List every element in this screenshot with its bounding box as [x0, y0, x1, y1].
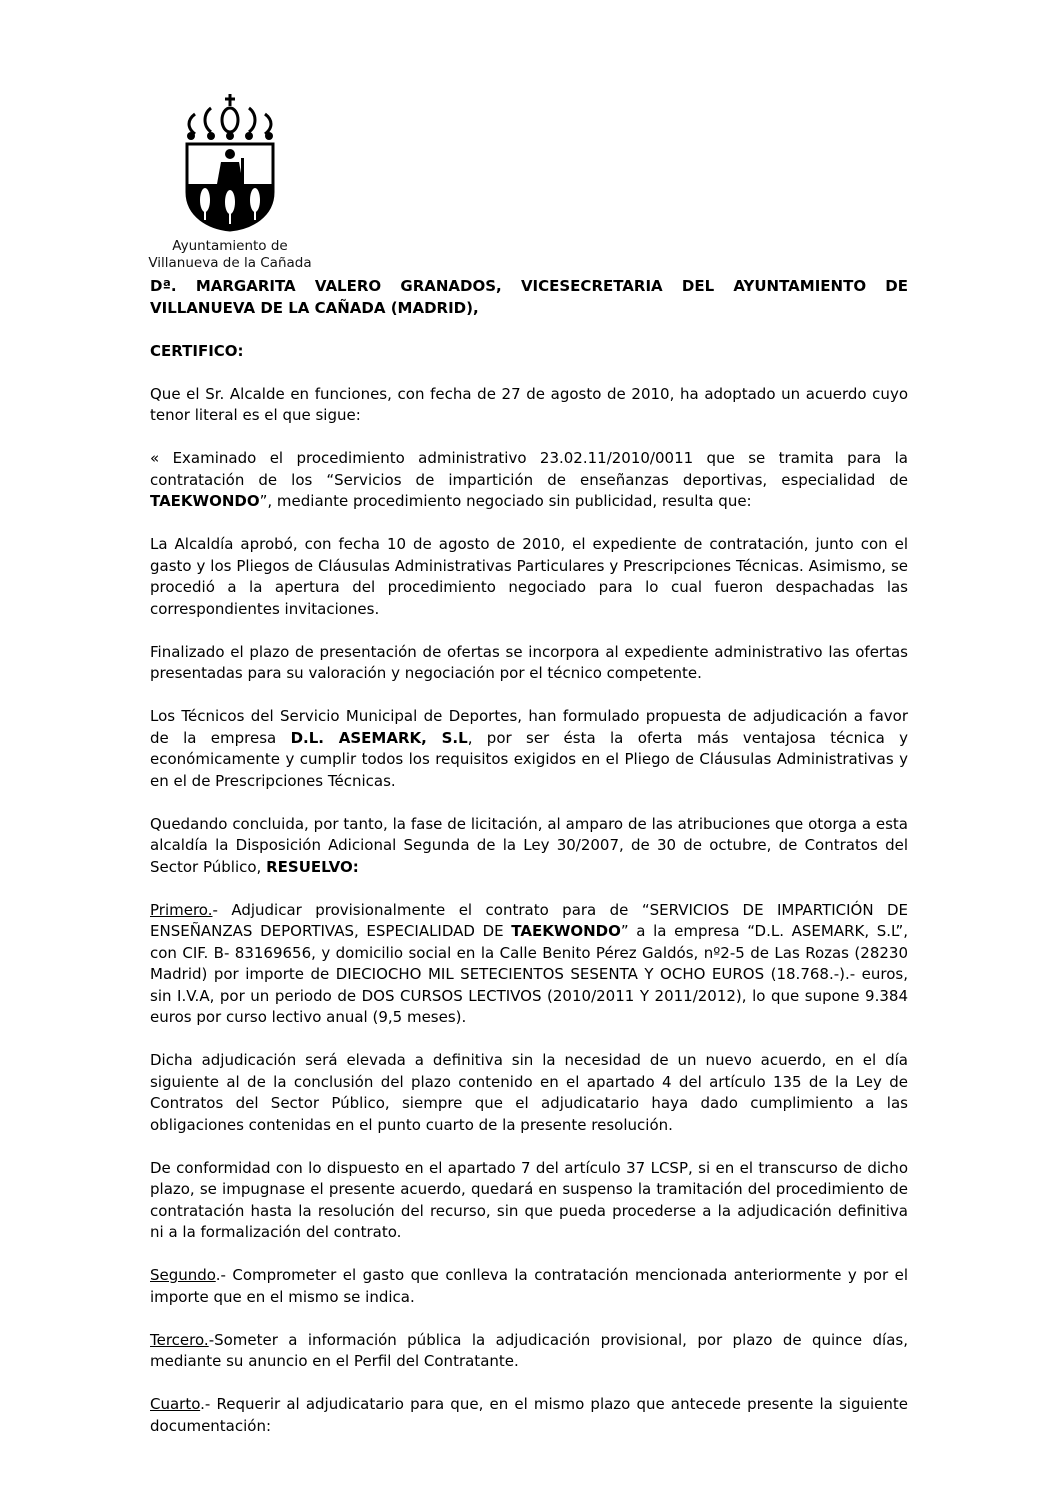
section-label-cuarto: Cuarto [150, 1395, 201, 1413]
paragraph-dicha: Dicha adjudicación será elevada a definitiva sin la necesidad de un nuevo acuerdo, en el día siguiente al de la conclusión del plazo contenido en el apartado 4 del artículo 135 de la Ley de Contratos del Sector Público, siempre que el adjudicatario haya dado cumplimiento a las obligaciones contenidas en el punto cuarto de la presente resolución. [150, 1051, 908, 1134]
section-label-tercero: Tercero. [150, 1330, 209, 1349]
bold-run: RESUELVO: [266, 857, 359, 876]
paragraph-cuarto [150, 1394, 908, 1437]
text-run: ”, mediante procedimiento negociado sin publicidad, resulta que: [259, 492, 752, 510]
paragraph-examinado [150, 448, 908, 513]
bold-run: TAEKWONDO [150, 492, 260, 510]
document-body [150, 276, 908, 1459]
paragraph-finalizado: Finalizado el plazo de presentación de ofertas se incorpora al expediente administrativo las ofertas presentadas para su valoración y negociación por el técnico competente. [150, 642, 908, 682]
paragraph-segundo [150, 1265, 908, 1308]
text-run: .- Requerir al adjudicatario para que, en el mismo plazo que antecede presente la siguiente documentación: [150, 1395, 908, 1435]
paragraph-conformidad: De conformidad con lo dispuesto en el apartado 7 del artículo 37 LCSP, si en el transcurso de dicho plazo, se impugnase el presente acuerdo, quedará en suspenso la tramitación del procedimiento de contratación hasta la resolución del recurso, sin que pueda procederse a la adjudicación definitiva ni a la formalización del contrato. [150, 1158, 908, 1241]
paragraph-primero [150, 900, 908, 1029]
certifico-heading: CERTIFICO: [150, 341, 244, 360]
logo-caption-line1: Ayuntamiento de [172, 238, 288, 254]
text-run: Quedando concluida, por tanto, la fase de licitación, al amparo de las atribuciones que otorga a esta alcaldía la Disposición Adicional Segunda de la Ley 30/2007, de 30 de octubre, de Contratos del Sector Público, [150, 814, 908, 876]
intro-paragraph: Que el Sr. Alcalde en funciones, con fecha de 27 de agosto de 2010, ha adoptado un acuerdo cuyo tenor literal es el que sigue: [150, 384, 908, 424]
paragraph-alcaldia: La Alcaldía aprobó, con fecha 10 de agosto de 2010, el expediente de contratación, junto con el gasto y los Pliegos de Cláusulas Administrativas Particulares y Prescripciones Técnicas. Asimismo, se procedió a la apertura del procedimiento negociado para lo cual fueron despachadas las correspondientes invitaciones. [150, 535, 908, 618]
text-run: « Examinado el procedimiento administrativo 23.02.11/2010/0011 que se tramita para la contratación de los “Servicios de impartición de enseñanzas deportivas, especialidad de [150, 449, 908, 489]
bold-run: TAEKWONDO [511, 922, 621, 940]
coat-of-arms-icon [181, 92, 279, 232]
text-run: , por ser ésta la oferta más ventajosa técnica y económicamente y cumplir todos los requisitos exigidos en el Pliego de Cláusulas Administrativas y en el de Prescripciones Técnicas. [150, 728, 908, 790]
signatory-heading: Dª. MARGARITA VALERO GRANADOS, VICESECRETARIA DEL AYUNTAMIENTO DE VILLANUEVA DE LA CAÑADA (MADRID), [150, 277, 908, 317]
section-label-primero: Primero. [150, 900, 213, 919]
text-run: Los Técnicos del Servicio Municipal de Deportes, han formulado propuesta de adjudicación a favor de la empresa [150, 707, 908, 747]
paragraph-quedando [150, 814, 908, 879]
paragraph-tecnicos [150, 706, 908, 792]
text-run: -Someter a información pública la adjudicación provisional, por plazo de quince días, mediante su anuncio en el Perfil del Contratante. [150, 1330, 908, 1370]
text-run: ” a la empresa “D.L. ASEMARK, S.L”, con CIF. B- 83169656, y domicilio social en la Calle Benito Pérez Galdós, nº2-5 de Las Rozas (28230 Madrid) por importe de DIECIOCHO MIL SETECIENTOS SESENTA Y OCHO EUROS (18.768.-).- euros, sin I.V.A, por un periodo de DOS CURSOS LECTIVOS (2010/2011 Y 2011/2012), lo que supone 9.384 euros por curso lectivo anual (9,5 meses). [150, 922, 908, 1026]
text-run: - Adjudicar provisionalmente el contrato para de “SERVICIOS DE IMPARTICIÓN DE ENSEÑANZAS DEPORTIVAS, ESPECIALIDAD DE [150, 900, 908, 940]
bold-run: D.L. ASEMARK, S.L [290, 728, 468, 747]
logo-caption [140, 238, 320, 272]
municipal-logo [140, 92, 320, 272]
logo-caption-line2: Villanueva de la Cañada [148, 255, 312, 271]
text-run: .- Comprometer el gasto que conlleva la contratación mencionada anteriormente y por el importe que en el mismo se indica. [150, 1266, 908, 1306]
paragraph-tercero [150, 1330, 908, 1373]
section-label-segundo: Segundo [150, 1266, 216, 1284]
